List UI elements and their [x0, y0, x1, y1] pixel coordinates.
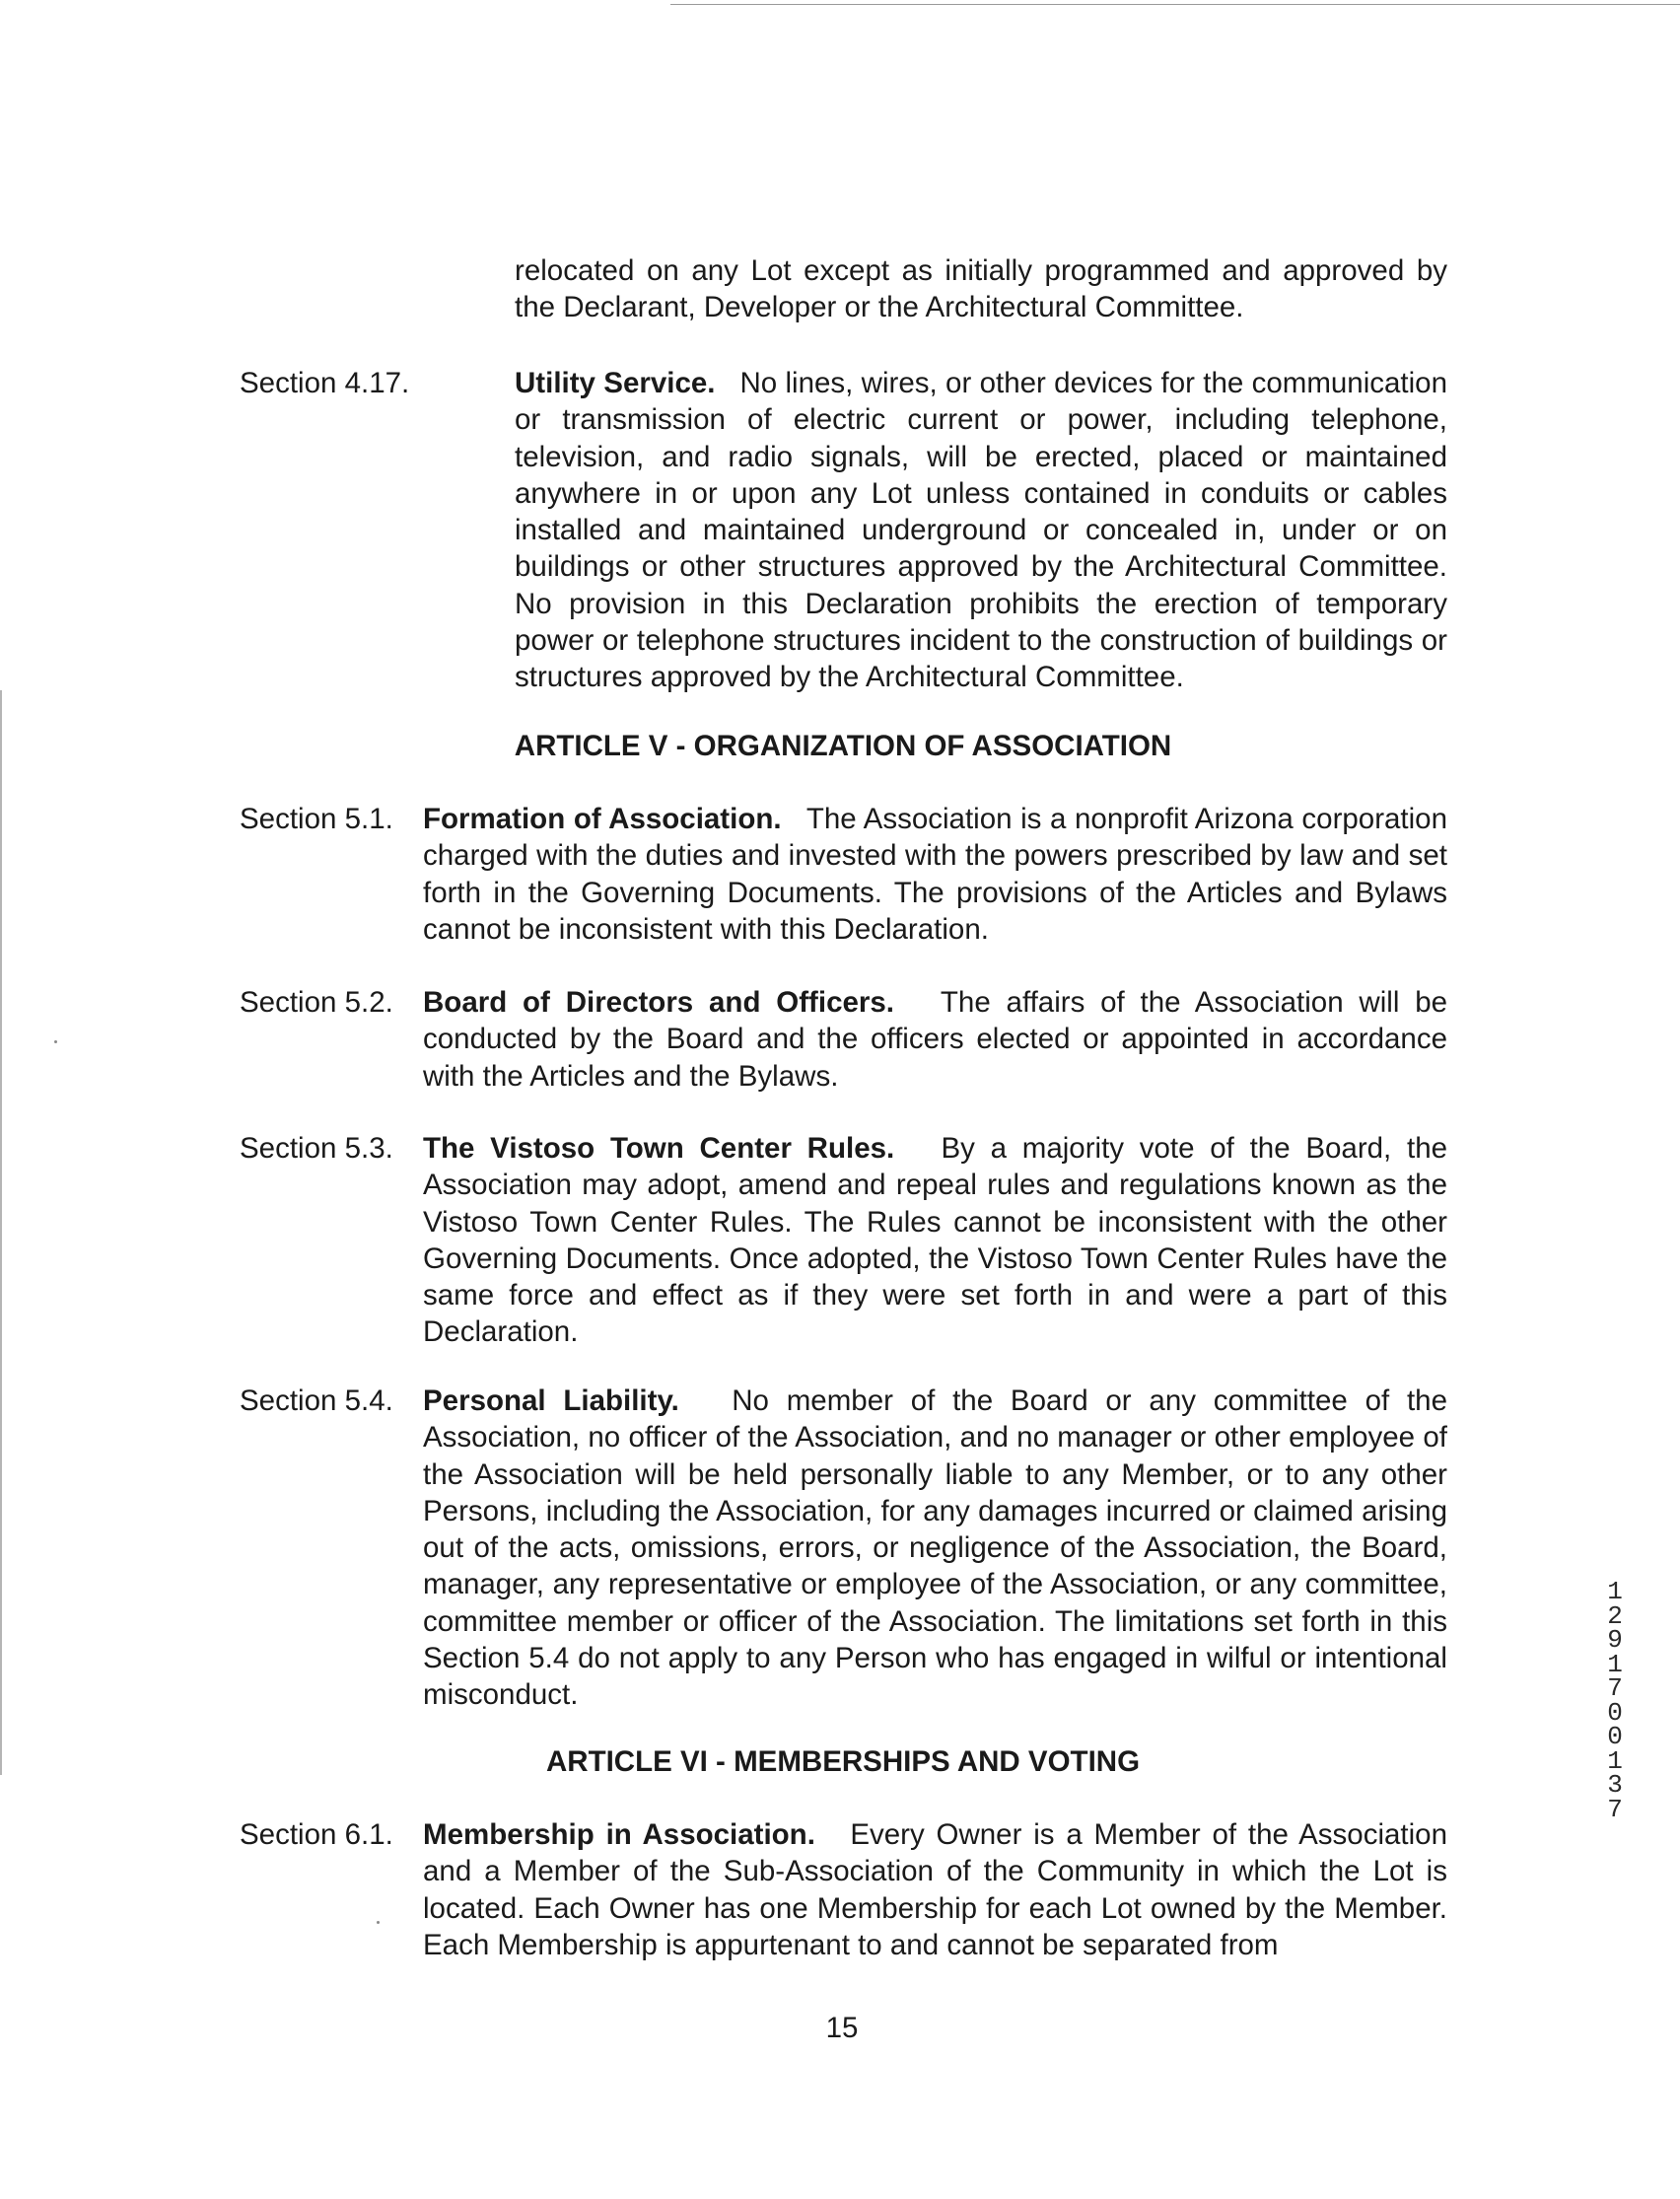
article-heading: ARTICLE VI - MEMBERSHIPS AND VOTING: [545, 1745, 1141, 1778]
section-label: Section 4.17.: [240, 367, 410, 399]
scan-speck: [54, 1040, 57, 1043]
scan-speck: [377, 1921, 380, 1924]
section-paragraph: [423, 1383, 1447, 1714]
section-paragraph: [423, 801, 1447, 948]
section-label: Section 5.1.: [240, 803, 393, 835]
continuation-text: relocated on any Lot except as initially programmed and approved by the Declarant, Developer or the Architectural Committee.: [515, 254, 1447, 324]
page-number: 15: [825, 2012, 859, 2044]
section-title: Utility Service.: [515, 367, 716, 399]
section-body: By a majority vote of the Board, the Association may adopt, amend and repeal rules and regulations known as the Vistoso Town Center Rules. The Rules cannot be inconsistent with the other Governing Documents. Once adopted, the Vistoso Town Center Rules have the same force and effect as if they were set forth in and were a part of this Declaration.: [423, 1132, 1448, 1349]
section-paragraph: [423, 1816, 1447, 1963]
section-paragraph: [515, 365, 1447, 696]
section-title: Membership in Association.: [423, 1818, 815, 1851]
section-title: Personal Liability.: [423, 1384, 679, 1417]
section-body: No member of the Board or any committee of the Association, no officer of the Association, and no manager or other employee of the Association will be held personally liable to any Member, or to any other Persons, including the Association, for any damages incurred or claimed arising out of the acts, omissions, errors, or negligence of the Association, the Board, manager, any representative or employee of the Association, or any committee, committee member or officer of the Association. The limitations set forth in this Section 5.4 do not apply to any Person who has engaged in wilful or intentional misconduct.: [423, 1384, 1447, 1712]
section-title: Formation of Association.: [423, 803, 782, 835]
section-body: The affairs of the Association will be conducted by the Board and the officers elected or appointed in accordance with the Articles and the Bylaws.: [423, 986, 1448, 1093]
section-body: No lines, wires, or other devices for the communication or transmission of electric current or power, including telephone, television, and radio signals, will be erected, placed or maintained anywhere in or upon any Lot unless contained in conduits or cables installed and maintained underground or concealed in, under or on buildings or other structures approved by the Architectural Committee. No provision in this Declaration prohibits the erection of temporary power or telephone structures incident to the construction of buildings or structures approved by the Architectural Committee.: [515, 367, 1447, 694]
scan-edge-top: [670, 4, 1680, 5]
section-label: Section 5.2.: [240, 986, 393, 1019]
section-paragraph: [423, 984, 1447, 1095]
scan-edge-left: [0, 690, 2, 1775]
section-paragraph: [423, 1130, 1447, 1351]
section-title: The Vistoso Town Center Rules.: [423, 1132, 895, 1165]
section-title: Board of Directors and Officers.: [423, 986, 894, 1019]
section-label: Section 6.1.: [240, 1818, 393, 1851]
section-body: The Association is a nonprofit Arizona corporation charged with the duties and invested with the powers prescribed by law and set forth in the Governing Documents. The provisions of the Articles and Bylaws cannot be inconsistent with this Declaration.: [423, 803, 1447, 946]
section-label: Section 5.4.: [240, 1384, 393, 1417]
article-heading: ARTICLE V - ORGANIZATION OF ASSOCIATION: [514, 730, 1172, 762]
continuation-paragraph: [515, 252, 1447, 326]
recording-stamp: 12917 00137: [1607, 1577, 1639, 1824]
section-label: Section 5.3.: [240, 1132, 393, 1165]
section-body: Every Owner is a Member of the Association and a Member of the Sub-Association of the Community in which the Lot is located. Each Owner has one Membership for each Lot owned by the Member. Each Membership is appurtenant to and cannot be separated from: [423, 1818, 1447, 1961]
